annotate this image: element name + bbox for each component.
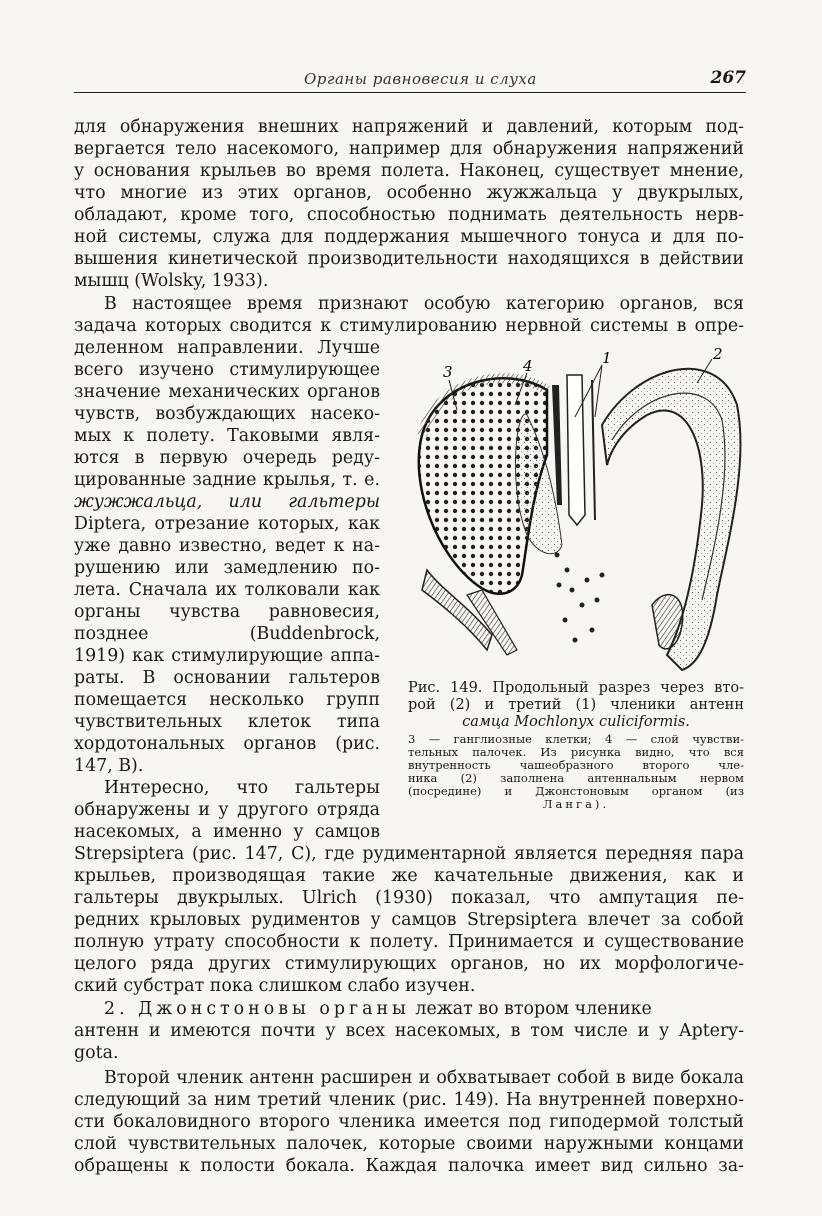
text-line: гальтеры двукрылых. Ulrich (1930) показал, что ампутация пе-	[74, 888, 744, 908]
text-line: вышения кинетической производительности находящихся в действии	[74, 249, 744, 269]
figure-label: 3	[443, 363, 453, 381]
text-line: что многие из этих органов, особенно жужжальца у двукрылых,	[74, 183, 744, 203]
text-line: целого ряда других стимулирующих органов, но их морфологиче-	[74, 954, 744, 974]
text-line: цированные задние крылья, т. е.	[74, 470, 380, 490]
text-line: рушению или замедлению по-	[74, 558, 380, 578]
text-line: следующий за ним третий членик (рис. 149). На внутренней поверхно-	[74, 1090, 744, 1110]
text-line: gota.	[74, 1043, 119, 1063]
figure-caption: Рис. 149. Продольный разрез через вто-	[408, 680, 744, 696]
figure-caption: самца Mochlonyx culiciformis.	[462, 714, 690, 730]
text-line: ной системы, служа для поддержания мышечного тонуса и для по-	[74, 227, 744, 247]
text-fragment: лежат во втором членике	[409, 999, 652, 1019]
figure-note: ника (2) заполнена антеннальным нервом	[408, 771, 744, 785]
text-line: деленном направлении. Лучше	[74, 338, 380, 358]
figure-note: тельных палочек. Из рисунка видно, что вся	[408, 745, 744, 759]
text-line: крыльев, производящая такие же качательные движения, как и	[74, 866, 744, 886]
text-line: чувствительных клеток типа	[74, 712, 380, 732]
page-number: 267	[710, 68, 746, 88]
text-line: Strepsiptera (рис. 147, C), где рудиментарной является передняя пара	[74, 844, 744, 864]
text-line: значение механических органов	[74, 382, 380, 402]
figure-label: 2	[713, 345, 723, 363]
text-line: сти бокаловидного второго членика имеется под гиподермой толстый	[74, 1112, 744, 1132]
text-line: вергается тело насекомого, например для обнаружения напряжений	[74, 139, 744, 159]
figure-label: 4	[523, 357, 533, 375]
text-line: лета. Сначала их толковали как	[74, 580, 380, 600]
page-header	[74, 70, 746, 93]
text-line: антенн и имеются почти у всех насекомых, в том числе и у Aptery-	[74, 1021, 744, 1041]
figure-note: (посредине) и Джонстоновым органом (из	[408, 784, 744, 798]
text-line: ются в первую очередь реду-	[74, 448, 380, 468]
text-line: Интересно, что гальтеры	[104, 778, 380, 798]
text-line: Второй членик антенн расширен и обхватывает собой в виде бокала	[104, 1068, 744, 1088]
figure-note: Ланга).	[542, 797, 610, 811]
figure-caption: рой (2) и третий (1) членики антенн	[408, 697, 744, 713]
text-line: уже давно известно, ведет к на-	[74, 536, 380, 556]
text-line: насекомых, а именно у самцов	[74, 822, 380, 842]
text-line: слой чувствительных палочек, которые своими наружными концами	[74, 1134, 744, 1154]
text-line: полную утрату способности к полету. Принимается и существование	[74, 932, 744, 952]
text-line: мышц (Wolsky, 1933).	[74, 271, 269, 291]
text-line: у основания крыльев во время полета. Наконец, существует мнение,	[74, 161, 744, 181]
text-line: задача которых сводится к стимулированию нервной системы в опре-	[74, 316, 744, 336]
text-line	[104, 999, 744, 1020]
running-title: Органы равновесия и слуха	[304, 70, 537, 88]
figure-label: 1	[602, 349, 612, 367]
text-line: редних крыловых рудиментов у самцов Strepsiptera влечет за собой	[74, 910, 744, 930]
text-line: В настоящее время признают особую категорию органов, вся	[104, 294, 744, 314]
text-line: чувств, возбуждающих насеко-	[74, 404, 380, 424]
antenna-section-illustration	[397, 345, 749, 675]
text-line: Diptera, отрезание которых, как	[74, 514, 380, 534]
text-line: жужжальца, или гальтеры	[74, 492, 380, 512]
text-line: органы чувства равновесия,	[74, 602, 380, 622]
text-line: ский субстрат пока слишком слабо изучен.	[74, 976, 476, 996]
text-line: обладают, кроме того, способностью поднимать деятельность нерв-	[74, 205, 744, 225]
text-line: обращены к полости бокала. Каждая палочка имеет вид сильно за-	[74, 1156, 744, 1176]
text-line: мых к полету. Таковыми явля-	[74, 426, 380, 446]
text-line: позднее (Buddenbrock,	[74, 624, 380, 644]
text-line: помещается несколько групп	[74, 690, 380, 710]
text-line: хордотональных органов (рис.	[74, 734, 380, 754]
section-heading: 2. Джонстоновы органы	[104, 999, 410, 1019]
text-line: 147, B).	[74, 756, 144, 776]
text-line: всего изучено стимулирующее	[74, 360, 380, 380]
text-line: обнаружены и у другого отряда	[74, 800, 380, 820]
text-line: 1919) как стимулирующие аппа-	[74, 646, 380, 666]
text-line: для обнаружения внешних напряжений и давлений, которым под-	[74, 117, 744, 137]
figure-note: внутренность чашеобразного второго чле-	[408, 758, 744, 772]
text-line: раты. В основании гальтеров	[74, 668, 380, 688]
figure-note: 3 — ганглиозные клетки; 4 — слой чувстви-	[408, 732, 744, 746]
